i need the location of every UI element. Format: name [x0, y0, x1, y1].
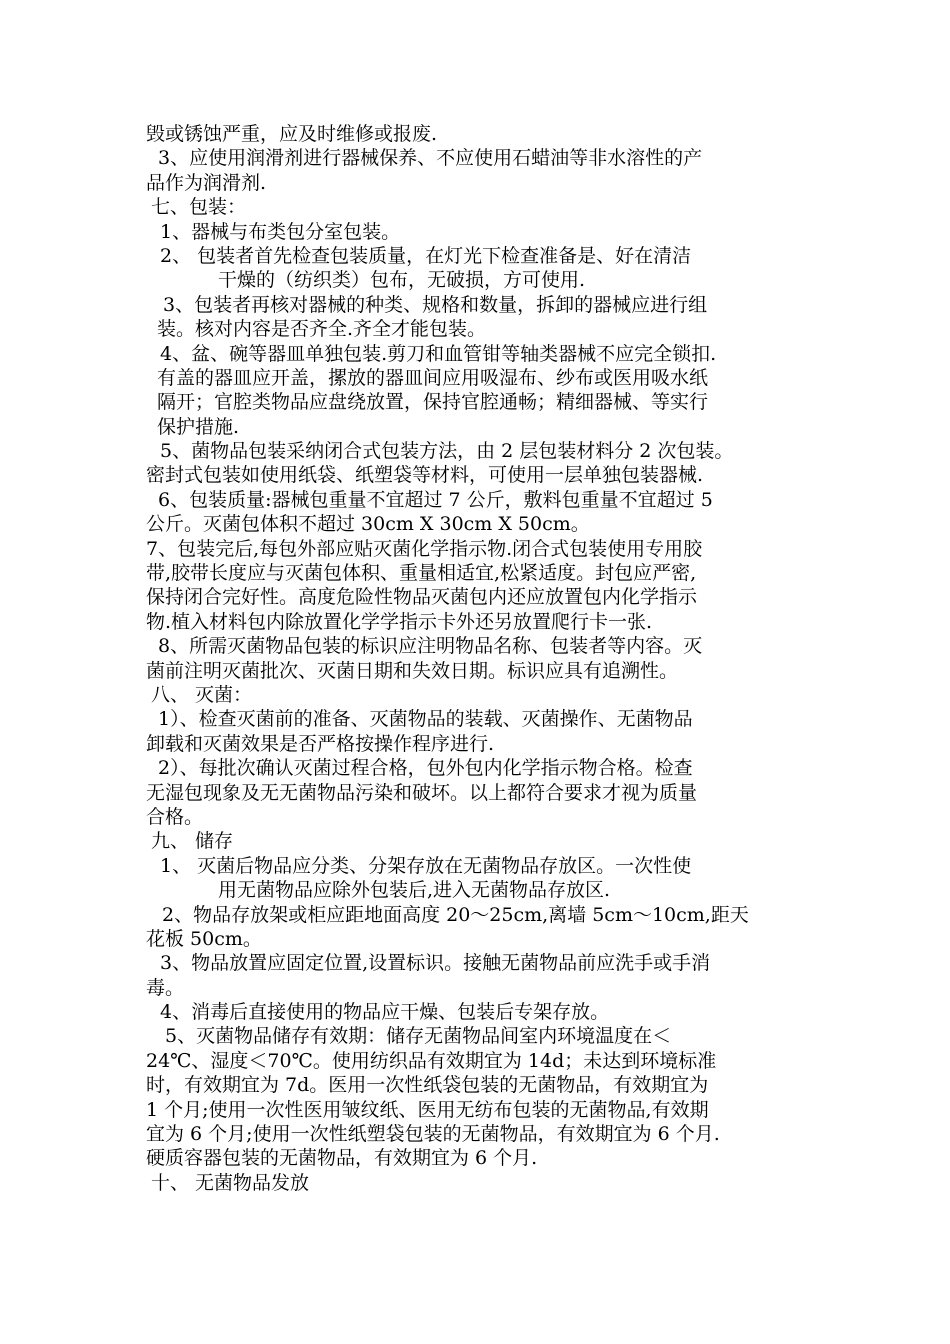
text-line: 保持闭合完好性。高度危险性物品灭菌包内还应放置包内化学指示	[146, 586, 698, 609]
text-line: 3、应使用润滑剂进行器械保养、不应使用石蜡油等非水溶性的产	[158, 147, 703, 170]
text-line: 卸载和灭菌效果是否严格按操作程序进行.	[146, 732, 495, 755]
text-line: 时，有效期宜为 7d。医用一次性纸袋包装的无菌物品，有效期宜为	[146, 1074, 709, 1097]
text-line: 4、盆、碗等器皿单独包装.剪刀和血管钳等轴类器械不应完全锁扣.	[160, 342, 717, 365]
text-line: 菌前注明灭菌批次、灭菌日期和失效日期。标识应具有追溯性。	[146, 659, 679, 682]
text-line: 隔开；官腔类物品应盘绕放置，保持官腔通畅；精细器械、等实行	[157, 391, 709, 414]
text-line: 干燥的（纺织类）包布，无破损，方可使用.	[218, 269, 586, 292]
text-line: 保护措施.	[157, 415, 240, 438]
text-line: 带,胶带长度应与灭菌包体积、重量相适宜,松紧适度。封包应严密,	[146, 562, 697, 585]
text-line: 装。核对内容是否齐全.齐全才能包装。	[157, 318, 487, 341]
text-line: 8、所需灭菌物品包装的标识应注明物品名称、包装者等内容。灭	[158, 635, 703, 658]
text-line: 宜为 6 个月;使用一次性纸塑袋包装的无菌物品，有效期宜为 6 个月.	[146, 1123, 720, 1146]
text-line: 花板 50cm。	[146, 927, 262, 950]
text-line: 1 个月;使用一次性医用皱纹纸、医用无纺布包装的无菌物品,有效期	[146, 1098, 709, 1121]
text-line: 6、包装质量:器械包重量不宜超过 7 公斤，敷料包重量不宜超过 5	[158, 488, 713, 511]
document-body	[146, 122, 826, 1195]
text-line: 有盖的器皿应开盖，摞放的器皿间应用吸湿布、纱布或医用吸水纸	[157, 366, 709, 389]
text-line: 2）、每批次确认灭菌过程合格，包外包内化学指示物合格。检查	[158, 757, 693, 780]
text-line: 1）、检查灭菌前的准备、灭菌物品的装载、灭菌操作、无菌物品	[158, 708, 693, 731]
text-line: 合格。	[146, 805, 204, 828]
text-line: 7、包装完后,每包外部应贴灭菌化学指示物.闭合式包装使用专用胶	[146, 537, 703, 560]
text-line: 品作为润滑剂.	[146, 171, 267, 194]
text-line: 毒。	[146, 976, 185, 999]
text-line: 4、消毒后直接使用的物品应干燥、包装后专架存放。	[160, 1001, 610, 1024]
text-line: 物.植入材料包内除放置化学学指示卡外还另放置爬行卡一张.	[146, 610, 653, 633]
text-line: 5、灭菌物品储存有效期：储存无菌物品间室内环境温度在＜	[165, 1025, 672, 1048]
text-line: 1、 灭菌后物品应分类、分架存放在无菌物品存放区。一次性使	[160, 854, 692, 877]
text-line: 2、 包装者首先检查包装质量，在灯光下检查准备是、好在清洁	[160, 244, 692, 267]
text-line: 3、物品放置应固定位置,设置标识。接触无菌物品前应洗手或手消	[160, 952, 711, 975]
text-line: 无湿包现象及无无菌物品污染和破坏。以上都符合要求才视为质量	[146, 781, 698, 804]
text-line: 用无菌物品应除外包装后,进入无菌物品存放区.	[218, 879, 611, 902]
text-line: 1、器械与布类包分室包装。	[160, 220, 401, 243]
text-line: 十、 无菌物品发放	[151, 1171, 310, 1194]
text-line: 3、包装者再核对器械的种类、规格和数量，拆卸的器械应进行组	[163, 293, 708, 316]
text-line: 硬质容器包装的无菌物品，有效期宜为 6 个月.	[146, 1147, 538, 1170]
text-line: 七、包装：	[151, 196, 247, 219]
text-line: 2、物品存放架或柜应距地面高度 20～25cm,离墙 5cm～10cm,距天	[162, 903, 749, 926]
text-line: 八、 灭菌：	[151, 683, 253, 706]
text-line: 公斤。灭菌包体积不超过 30cm X 30cm X 50cm。	[146, 513, 590, 536]
text-line: 密封式包装如使用纸袋、纸塑袋等材料，可使用一层单独包装器械.	[146, 464, 704, 487]
text-line: 毁或锈蚀严重，应及时维修或报废.	[146, 123, 438, 145]
text-line: 5、菌物品包装采纳闭合式包装方法，由 2 层包装材料分 2 次包装。	[160, 440, 734, 463]
text-line: 九、 储存	[151, 830, 234, 853]
text-line: 24℃、湿度＜70℃。使用纺织品有效期宜为 14d；未达到环境标准	[146, 1049, 717, 1072]
